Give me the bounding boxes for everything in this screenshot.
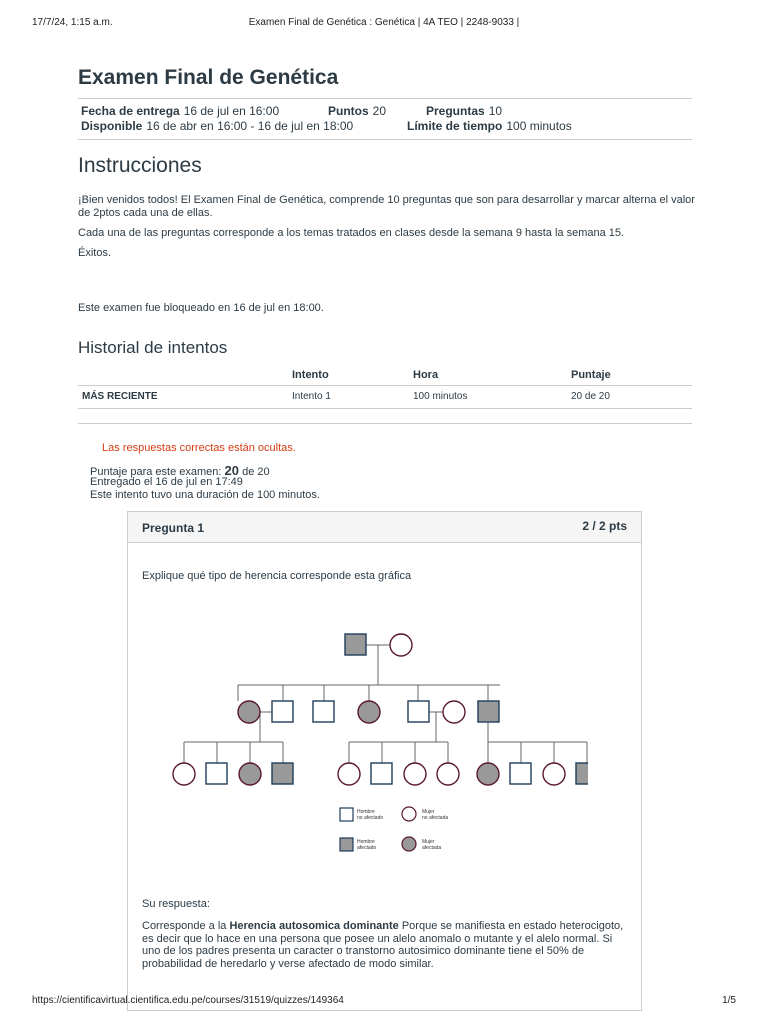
time-limit — [407, 119, 572, 133]
time-limit-value: 100 minutos — [506, 119, 572, 133]
attempt-time: 100 minutos — [413, 391, 468, 402]
pedigree-chart — [168, 612, 588, 872]
print-page-number: 1/5 — [722, 995, 736, 1006]
gen2-female-affected — [358, 701, 380, 723]
column-header-time: Hora — [413, 369, 439, 381]
question-prompt: Explique qué tipo de herencia corresponde esta gráfica — [142, 570, 412, 582]
legend-female-unaffected-icon — [402, 807, 416, 821]
quiz-title: Examen Final de Genética — [78, 66, 339, 89]
gen3-male-unaffected — [371, 763, 392, 784]
instructions-paragraph-3: Éxitos. — [78, 247, 112, 259]
answer-body: Porque se manifiesta en estado heterocigoto, es decir que lo hace en una persona que posee un alelo anomalo o mutante y el alelo normal. Si uno de los padres presenta un caracter o transtorno autosimico dominante tiene el 50% de probabilidad de heredarlo y verse afectado de modo similar. — [142, 920, 624, 970]
instructions-title: Instrucciones — [78, 154, 202, 177]
question-card — [127, 511, 642, 1011]
divider — [78, 139, 692, 140]
legend-male-unaffected-icon — [340, 808, 353, 821]
section-divider — [78, 423, 692, 424]
gen3-female-unaffected — [173, 763, 195, 785]
history-title: Historial de intentos — [78, 338, 228, 357]
points-label: Puntos — [328, 104, 369, 118]
legend-male-unaffected-line1: Hombre — [357, 809, 375, 815]
availability — [81, 119, 353, 133]
gen3-female-unaffected — [404, 763, 426, 785]
locked-notice: Este examen fue bloqueado en 16 de jul en 18:00. — [78, 302, 324, 314]
due-date — [81, 104, 279, 118]
gen2-male-unaffected — [313, 701, 334, 722]
question-name: Pregunta 1 — [142, 521, 205, 535]
gen3-male-unaffected — [206, 763, 227, 784]
due-label: Fecha de entrega — [81, 104, 180, 118]
gen1-female-unaffected — [390, 634, 412, 656]
print-datetime: 17/7/24, 1:15 a.m. — [32, 17, 113, 28]
gen2-male-affected — [478, 701, 499, 722]
gen2-female-unaffected — [443, 701, 465, 723]
answer-intro: Corresponde a la — [142, 920, 230, 932]
row-label: MÁS RECIENTE — [82, 391, 158, 402]
submitted-at: Entregado el 16 de jul en 17:49 — [90, 476, 243, 488]
instructions-paragraph-2: Cada una de las preguntas corresponde a los temas tratados en clases desde la semana 9 hasta la semana 15. — [78, 227, 625, 239]
legend-female-affected-icon — [402, 837, 416, 851]
answer-highlight: Herencia autosomica dominante — [229, 920, 399, 932]
gen3-male-unaffected — [510, 763, 531, 784]
column-header-score: Puntaje — [571, 369, 611, 381]
legend-female-unaffected-line2: no afectada — [422, 815, 449, 821]
attempt-link[interactable]: Intento 1 — [292, 391, 331, 402]
gen3-female-unaffected — [437, 763, 459, 785]
score-value: 20 — [224, 463, 240, 478]
questions-count — [426, 104, 502, 118]
instructions-paragraph-1: ¡Bien venidos todos! El Examen Final de Genética, comprende 10 preguntas que son para desarrollar y marcar alterna el valor de 2ptos cada una de ellas. — [78, 194, 695, 219]
gen1-male-affected — [345, 634, 366, 655]
gen3-female-affected — [239, 763, 261, 785]
questions-value: 10 — [488, 104, 503, 118]
pedigree-individuals — [173, 634, 588, 785]
gen2-male-unaffected — [408, 701, 429, 722]
available-label: Disponible — [81, 119, 143, 133]
legend-male-affected-line2: afectado — [357, 845, 377, 851]
points — [328, 104, 386, 118]
answers-hidden-notice: Las respuestas correctas están ocultas. — [102, 442, 296, 454]
print-url: https://cientificavirtual.cientifica.edu.pe/courses/31519/quizzes/149364 — [32, 995, 344, 1006]
question-header — [128, 512, 641, 543]
available-value: 16 de abr en 16:00 - 16 de jul en 18:00 — [146, 119, 354, 133]
legend-male-affected-line1: Hombre — [357, 839, 375, 845]
answer-text — [142, 920, 632, 970]
attempt-score: 20 de 20 — [571, 391, 610, 402]
legend-male-affected-icon — [340, 838, 353, 851]
gen3-male-affected — [272, 763, 293, 784]
points-value: 20 — [372, 104, 387, 118]
column-header-attempt: Intento — [292, 369, 329, 381]
gen3-female-affected — [477, 763, 499, 785]
questions-label: Preguntas — [426, 104, 485, 118]
legend-female-affected-line1: Mujer — [422, 839, 435, 845]
print-page-title: Examen Final de Genética : Genética | 4A TEO | 2248-9033 | — [248, 17, 520, 28]
attempt-duration: Este intento tuvo una duración de 100 minutos. — [90, 489, 320, 501]
answer-label: Su respuesta: — [142, 898, 210, 910]
gen3-female-unaffected — [543, 763, 565, 785]
legend-female-unaffected-line1: Mujer — [422, 809, 435, 815]
table-header-divider — [78, 385, 692, 386]
gen3-male-affected — [576, 763, 588, 784]
legend-male-unaffected-line2: no afectado — [357, 815, 384, 821]
gen2-female-affected — [238, 701, 260, 723]
score-prefix: Puntaje para este examen: — [90, 466, 222, 478]
due-value: 16 de jul en 16:00 — [183, 104, 280, 118]
divider — [78, 98, 692, 99]
pedigree-legend — [340, 807, 448, 851]
gen2-female-unaffected — [500, 701, 522, 723]
question-points: 2 / 2 pts — [582, 519, 627, 533]
gen3-female-unaffected — [338, 763, 360, 785]
score-suffix: de 20 — [242, 466, 270, 478]
legend-female-affected-line2: afectada — [422, 845, 442, 851]
table-row-divider — [78, 408, 692, 409]
gen2-male-unaffected — [272, 701, 293, 722]
time-limit-label: Límite de tiempo — [407, 119, 503, 133]
